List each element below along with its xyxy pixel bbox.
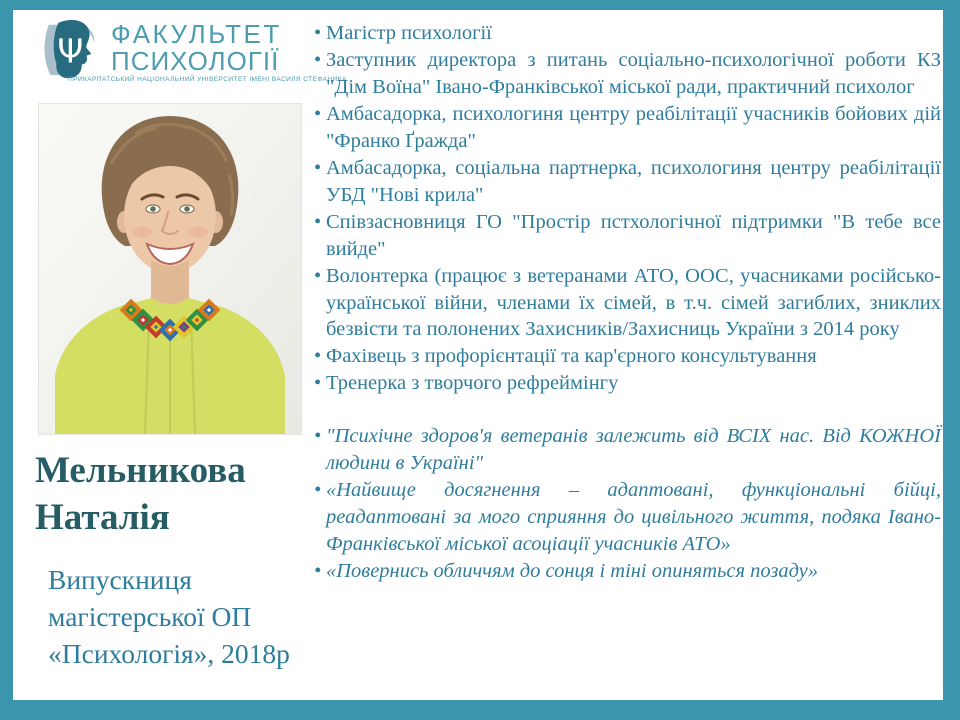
achievements-list: [313, 20, 941, 397]
achievement-item: • Заступник директора з питань соціально-психологічної роботи КЗ "Дім Воїна" Івано-Франківської міської ради, практичний психолог: [313, 47, 941, 101]
portrait-illustration: [39, 104, 301, 434]
content-area: [13, 10, 943, 700]
psi-face-logo-icon: [39, 17, 101, 81]
graduate-name: Мельникова Наталія: [35, 450, 246, 538]
achievement-item: • Магістр психології: [313, 20, 941, 47]
portrait-photo: [38, 103, 302, 435]
logo-title: [111, 21, 282, 74]
achievement-item: • Амбасадорка, психологиня центру реабілітації учасників бойових дій "Франко Ґражда": [313, 101, 941, 155]
achievement-item: • Волонтерка (працює з ветеранами АТО, ООС, учасниками російсько-української війни, членами їх сімей, в т.ч. сімей загиблих, зниклих безвісти та полонених Захисників/Захисниць України з 2014 року: [313, 263, 941, 344]
achievement-item: • Амбасадорка, соціальна партнерка, психологиня центру реабілітації УБД "Нові крила": [313, 155, 941, 209]
logo-subtitle: ПРИКАРПАТСЬКИЙ НАЦІОНАЛЬНИЙ УНІВЕРСИТЕТ ІМЕНІ ВАСИЛЯ СТЕФАНИКА: [68, 76, 347, 83]
quote-item: • "Психічне здоров'я ветеранів залежить від ВСІХ нас. Від КОЖНОЇ людини в Україні": [313, 423, 941, 477]
logo-title-line1: ФАКУЛЬТЕТ: [111, 19, 282, 49]
faculty-logo: [31, 13, 347, 89]
quote-item: • «Повернись обличчям до сонця і тіні опиняться позаду»: [313, 558, 941, 585]
achievement-item: • Тренерка з творчого рефреймінгу: [313, 370, 941, 397]
quotes-list: [313, 423, 941, 585]
svg-text:Ψ: Ψ: [57, 31, 84, 71]
achievement-item: • Співзасновниця ГО "Простір пстхологічної підтримки "В тебе все вийде": [313, 209, 941, 263]
achievement-item: • Фахівець з профорієнтації та кар'єрного консультування: [313, 343, 941, 370]
quote-item: • «Найвище досягнення – адаптовані, функціональні бійці, реадаптовані за мого сприяння до цивільного життя, подяка Івано-Франківської міської асоціації учасників АТО»: [313, 477, 941, 558]
bio-column: [313, 20, 941, 585]
graduate-caption: Випускниця магістерської ОП «Психологія», 2018р: [48, 564, 290, 669]
logo-title-line2: ПСИХОЛОГІЇ: [111, 46, 280, 76]
